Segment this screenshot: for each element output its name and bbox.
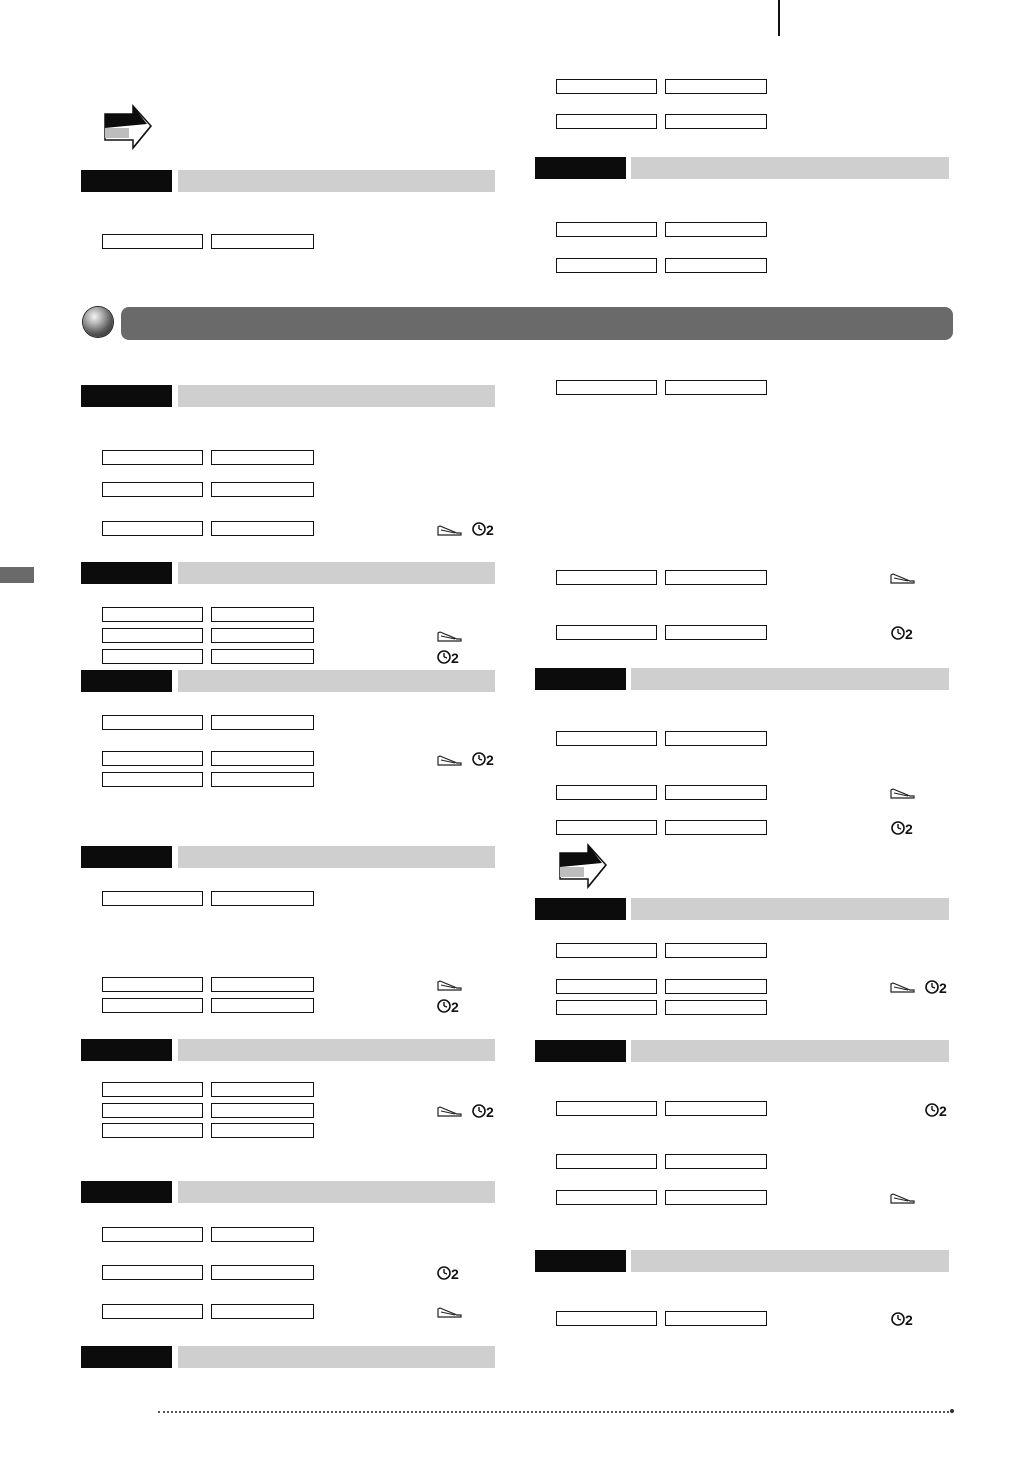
- parameter-box: [556, 79, 657, 94]
- parameter-value-box: [211, 607, 314, 622]
- parameter-box: [556, 222, 657, 237]
- right-arrow-icon: [103, 104, 153, 152]
- tempo-sync-icon: [891, 624, 915, 647]
- parameter-box: [102, 1265, 203, 1280]
- side-index-tab: [0, 567, 34, 583]
- section-header-bar: [178, 1039, 495, 1061]
- parameter-value-box: [665, 731, 767, 746]
- parameter-value-box: [665, 1190, 767, 1205]
- parameter-box: [102, 1304, 203, 1319]
- parameter-box: [556, 570, 657, 585]
- section-header-bar: [631, 1250, 949, 1272]
- section-header-tag: [81, 1039, 172, 1061]
- section-header-tag: [535, 1250, 626, 1272]
- svg-text:2: 2: [905, 626, 913, 642]
- section-header-tag: [81, 1181, 172, 1203]
- section-header-bar: [631, 1040, 949, 1062]
- tempo-sync-icon: [925, 1101, 949, 1124]
- chapter-banner: [121, 307, 953, 340]
- parameter-box: [556, 785, 657, 800]
- tempo-sync-icon: [891, 1310, 915, 1333]
- bullet-sphere-icon: [83, 307, 113, 337]
- parameter-value-box: [665, 258, 767, 273]
- parameter-box: [102, 891, 203, 906]
- parameter-value-box: [211, 998, 314, 1013]
- parameter-box: [556, 1101, 657, 1116]
- parameter-value-box: [211, 649, 314, 664]
- section-header-bar: [178, 170, 495, 192]
- footer-dotted-rule: [158, 1411, 953, 1413]
- parameter-box: [102, 649, 203, 664]
- parameter-value-box: [211, 1123, 314, 1138]
- parameter-box: [102, 977, 203, 992]
- section-header-bar: [178, 670, 495, 692]
- parameter-box: [556, 820, 657, 835]
- parameter-value-box: [211, 234, 314, 249]
- parameter-value-box: [665, 820, 767, 835]
- parameter-box: [102, 628, 203, 643]
- section-header-tag: [81, 562, 172, 584]
- parameter-box: [556, 731, 657, 746]
- parameter-value-box: [665, 222, 767, 237]
- expression-pedal-icon: [437, 628, 462, 644]
- section-header-bar: [631, 157, 949, 179]
- parameter-value-box: [211, 772, 314, 787]
- parameter-box: [102, 998, 203, 1013]
- parameter-box: [102, 234, 203, 249]
- expression-pedal-icon: [437, 1103, 462, 1119]
- parameter-box: [556, 979, 657, 994]
- expression-pedal-icon: [890, 1190, 915, 1206]
- parameter-value-box: [665, 979, 767, 994]
- parameter-value-box: [211, 1082, 314, 1097]
- section-header-bar: [631, 898, 949, 920]
- parameter-box: [102, 1123, 203, 1138]
- svg-text:2: 2: [905, 1312, 913, 1328]
- parameter-value-box: [211, 715, 314, 730]
- parameter-box: [556, 114, 657, 129]
- footer-rule-end: [950, 1409, 954, 1413]
- parameter-box: [556, 1000, 657, 1015]
- svg-text:2: 2: [939, 1103, 947, 1119]
- parameter-box: [556, 1190, 657, 1205]
- section-header-tag: [535, 1040, 626, 1062]
- parameter-value-box: [211, 977, 314, 992]
- parameter-value-box: [665, 625, 767, 640]
- section-header-bar: [178, 846, 495, 868]
- parameter-box: [102, 715, 203, 730]
- parameter-box: [102, 521, 203, 536]
- section-header-tag: [535, 668, 626, 690]
- parameter-box: [556, 258, 657, 273]
- section-header-bar: [631, 668, 949, 690]
- parameter-value-box: [211, 891, 314, 906]
- parameter-box: [102, 1227, 203, 1242]
- svg-text:2: 2: [486, 752, 494, 768]
- parameter-value-box: [665, 1101, 767, 1116]
- tempo-sync-icon: [891, 819, 915, 842]
- expression-pedal-icon: [437, 752, 462, 768]
- section-header-bar: [178, 1181, 495, 1203]
- expression-pedal-icon: [890, 785, 915, 801]
- svg-text:2: 2: [486, 522, 494, 538]
- section-header-tag: [81, 670, 172, 692]
- parameter-value-box: [211, 1227, 314, 1242]
- tempo-sync-icon: [437, 997, 461, 1020]
- parameter-value-box: [211, 628, 314, 643]
- parameter-value-box: [211, 751, 314, 766]
- tempo-sync-icon: [472, 750, 496, 773]
- parameter-value-box: [665, 79, 767, 94]
- svg-text:2: 2: [451, 650, 459, 666]
- tempo-sync-icon: [472, 520, 496, 543]
- parameter-value-box: [211, 450, 314, 465]
- parameter-value-box: [211, 1103, 314, 1118]
- parameter-box: [102, 482, 203, 497]
- parameter-value-box: [665, 570, 767, 585]
- parameter-value-box: [665, 1311, 767, 1326]
- section-header-tag: [535, 157, 626, 179]
- parameter-box: [102, 1082, 203, 1097]
- section-header-tag: [81, 846, 172, 868]
- parameter-value-box: [211, 1265, 314, 1280]
- parameter-value-box: [211, 521, 314, 536]
- parameter-box: [556, 380, 657, 395]
- section-header-bar: [178, 385, 495, 407]
- right-arrow-icon: [558, 843, 608, 891]
- expression-pedal-icon: [437, 977, 462, 993]
- parameter-box: [102, 607, 203, 622]
- tempo-sync-icon: [437, 1264, 461, 1287]
- parameter-box: [556, 625, 657, 640]
- tempo-sync-icon: [472, 1102, 496, 1125]
- parameter-box: [102, 450, 203, 465]
- section-header-bar: [178, 562, 495, 584]
- parameter-value-box: [665, 1154, 767, 1169]
- parameter-box: [556, 1311, 657, 1326]
- tempo-sync-icon: [925, 978, 949, 1001]
- parameter-value-box: [665, 380, 767, 395]
- expression-pedal-icon: [890, 979, 915, 995]
- svg-text:2: 2: [939, 980, 947, 996]
- parameter-value-box: [665, 1000, 767, 1015]
- parameter-value-box: [665, 114, 767, 129]
- parameter-box: [556, 1154, 657, 1169]
- svg-text:2: 2: [905, 821, 913, 837]
- expression-pedal-icon: [437, 522, 462, 538]
- parameter-box: [102, 1103, 203, 1118]
- parameter-value-box: [211, 482, 314, 497]
- page-edge-line: [778, 0, 780, 36]
- parameter-value-box: [665, 785, 767, 800]
- expression-pedal-icon: [437, 1304, 462, 1320]
- parameter-box: [556, 943, 657, 958]
- section-header-bar: [178, 1346, 495, 1368]
- parameter-box: [102, 751, 203, 766]
- section-header-tag: [81, 385, 172, 407]
- expression-pedal-icon: [890, 570, 915, 586]
- parameter-value-box: [665, 943, 767, 958]
- svg-text:2: 2: [486, 1104, 494, 1120]
- tempo-sync-icon: [437, 648, 461, 671]
- section-header-tag: [81, 1346, 172, 1368]
- section-header-tag: [81, 170, 172, 192]
- section-header-tag: [535, 898, 626, 920]
- svg-text:2: 2: [451, 1266, 459, 1282]
- parameter-value-box: [211, 1304, 314, 1319]
- parameter-box: [102, 772, 203, 787]
- svg-text:2: 2: [451, 999, 459, 1015]
